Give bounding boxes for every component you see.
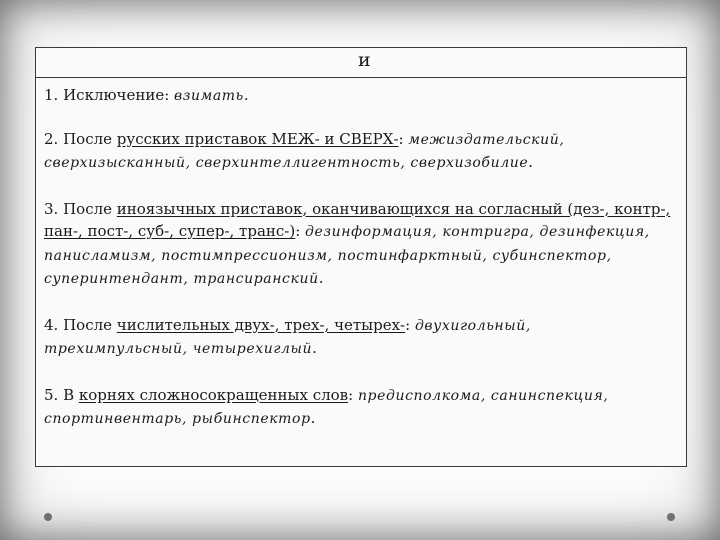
rule-separator: : xyxy=(295,222,306,240)
rule-end: . xyxy=(318,269,324,287)
rule-examples: взимать xyxy=(174,88,244,104)
rule-end: . xyxy=(312,339,317,357)
rule-end: . xyxy=(243,86,249,104)
rule-condition: иноязычных приставок, оканчивающихся на согласный (дез-, контр-, пан-, пост-, суб-, супер-, транс-) xyxy=(44,199,671,240)
rules-list xyxy=(36,78,686,431)
rule-text: В xyxy=(58,385,79,404)
rule-4 xyxy=(44,314,678,361)
rule-number: 4. xyxy=(44,315,59,334)
rule-separator: : xyxy=(348,385,358,404)
rule-examples: дезинформация, контригра, дезинфекция, панисламизм, постимпрессионизм, постинфарктный, субинспектор, суперинтендант, трансиранский xyxy=(44,224,650,287)
rule-condition: корнях сложносокращенных слов xyxy=(78,385,349,404)
rule-number: 5. xyxy=(44,385,59,404)
rule-text: После xyxy=(58,315,117,334)
rule-examples: двухигольный, трехимпульсный, четырехиглый xyxy=(44,317,531,357)
corner-dot xyxy=(667,513,675,521)
rule-1 xyxy=(44,84,678,108)
rule-end: . xyxy=(528,153,533,171)
header-letter: и xyxy=(358,49,372,71)
rule-text: После xyxy=(58,129,117,148)
rule-separator: : xyxy=(398,129,409,148)
rule-examples: предисполкома, санинспекция, спортинвентарь, рыбинспектор xyxy=(44,387,609,427)
rules-table xyxy=(35,47,687,467)
rule-condition: русских приставок МЕЖ- и СВЕРХ- xyxy=(116,129,399,148)
rule-5 xyxy=(44,384,678,431)
table-header xyxy=(36,48,686,78)
rule-condition: числительных двух-, трех-, четырех- xyxy=(116,315,406,334)
rule-number: 3. xyxy=(44,199,59,218)
rule-number: 2. xyxy=(44,129,59,148)
rule-number: 1. xyxy=(44,86,59,104)
rule-2 xyxy=(44,128,678,175)
rule-3 xyxy=(44,198,678,291)
rule-end: . xyxy=(310,409,316,427)
rule-separator: : xyxy=(405,315,415,334)
corner-dot xyxy=(44,513,52,521)
rule-text: После xyxy=(58,199,117,218)
rule-examples: межиздательский, сверхизысканный, сверхинтеллигентность, сверхизобилие xyxy=(44,131,565,171)
rule-text: Исключение: xyxy=(58,86,175,104)
